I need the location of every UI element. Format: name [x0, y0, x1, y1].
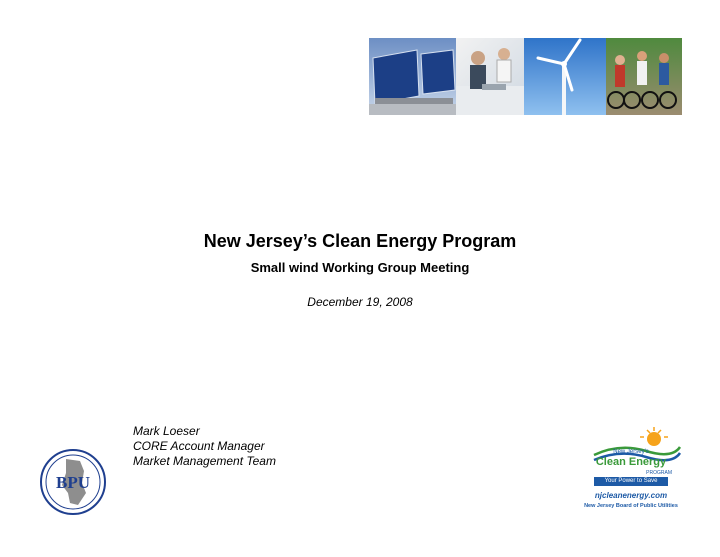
presenter-block — [133, 424, 276, 469]
cep-url: njcleanenergy.com — [594, 491, 668, 500]
presenter-team: Market Management Team — [133, 454, 276, 468]
presentation-subtitle: Small wind Working Group Meeting — [250, 260, 470, 275]
meeting-photo — [456, 38, 524, 115]
cep-program: PROGRAM — [646, 470, 672, 476]
bpu-seal-logo — [40, 449, 106, 515]
solar-panels-photo — [369, 38, 456, 115]
cep-tag: New Jersey's — [613, 449, 649, 455]
clean-energy-logo — [580, 425, 682, 520]
presenter-name: Mark Loeser — [133, 424, 200, 438]
presentation-date: December 19, 2008 — [307, 295, 413, 309]
wind-turbine-photo — [524, 38, 606, 115]
bpu-logo-text: BPU — [56, 473, 90, 492]
header-photo-strip — [369, 38, 682, 115]
presenter-role: CORE Account Manager — [133, 439, 265, 453]
cyclists-photo — [606, 38, 682, 115]
presentation-title: New Jersey’s Clean Energy Program — [203, 231, 517, 251]
cep-board: New Jersey Board of Public Utilities — [584, 503, 678, 509]
cep-name: Clean Energy — [595, 456, 667, 468]
cep-slogan: Your Power to Save — [594, 477, 668, 486]
